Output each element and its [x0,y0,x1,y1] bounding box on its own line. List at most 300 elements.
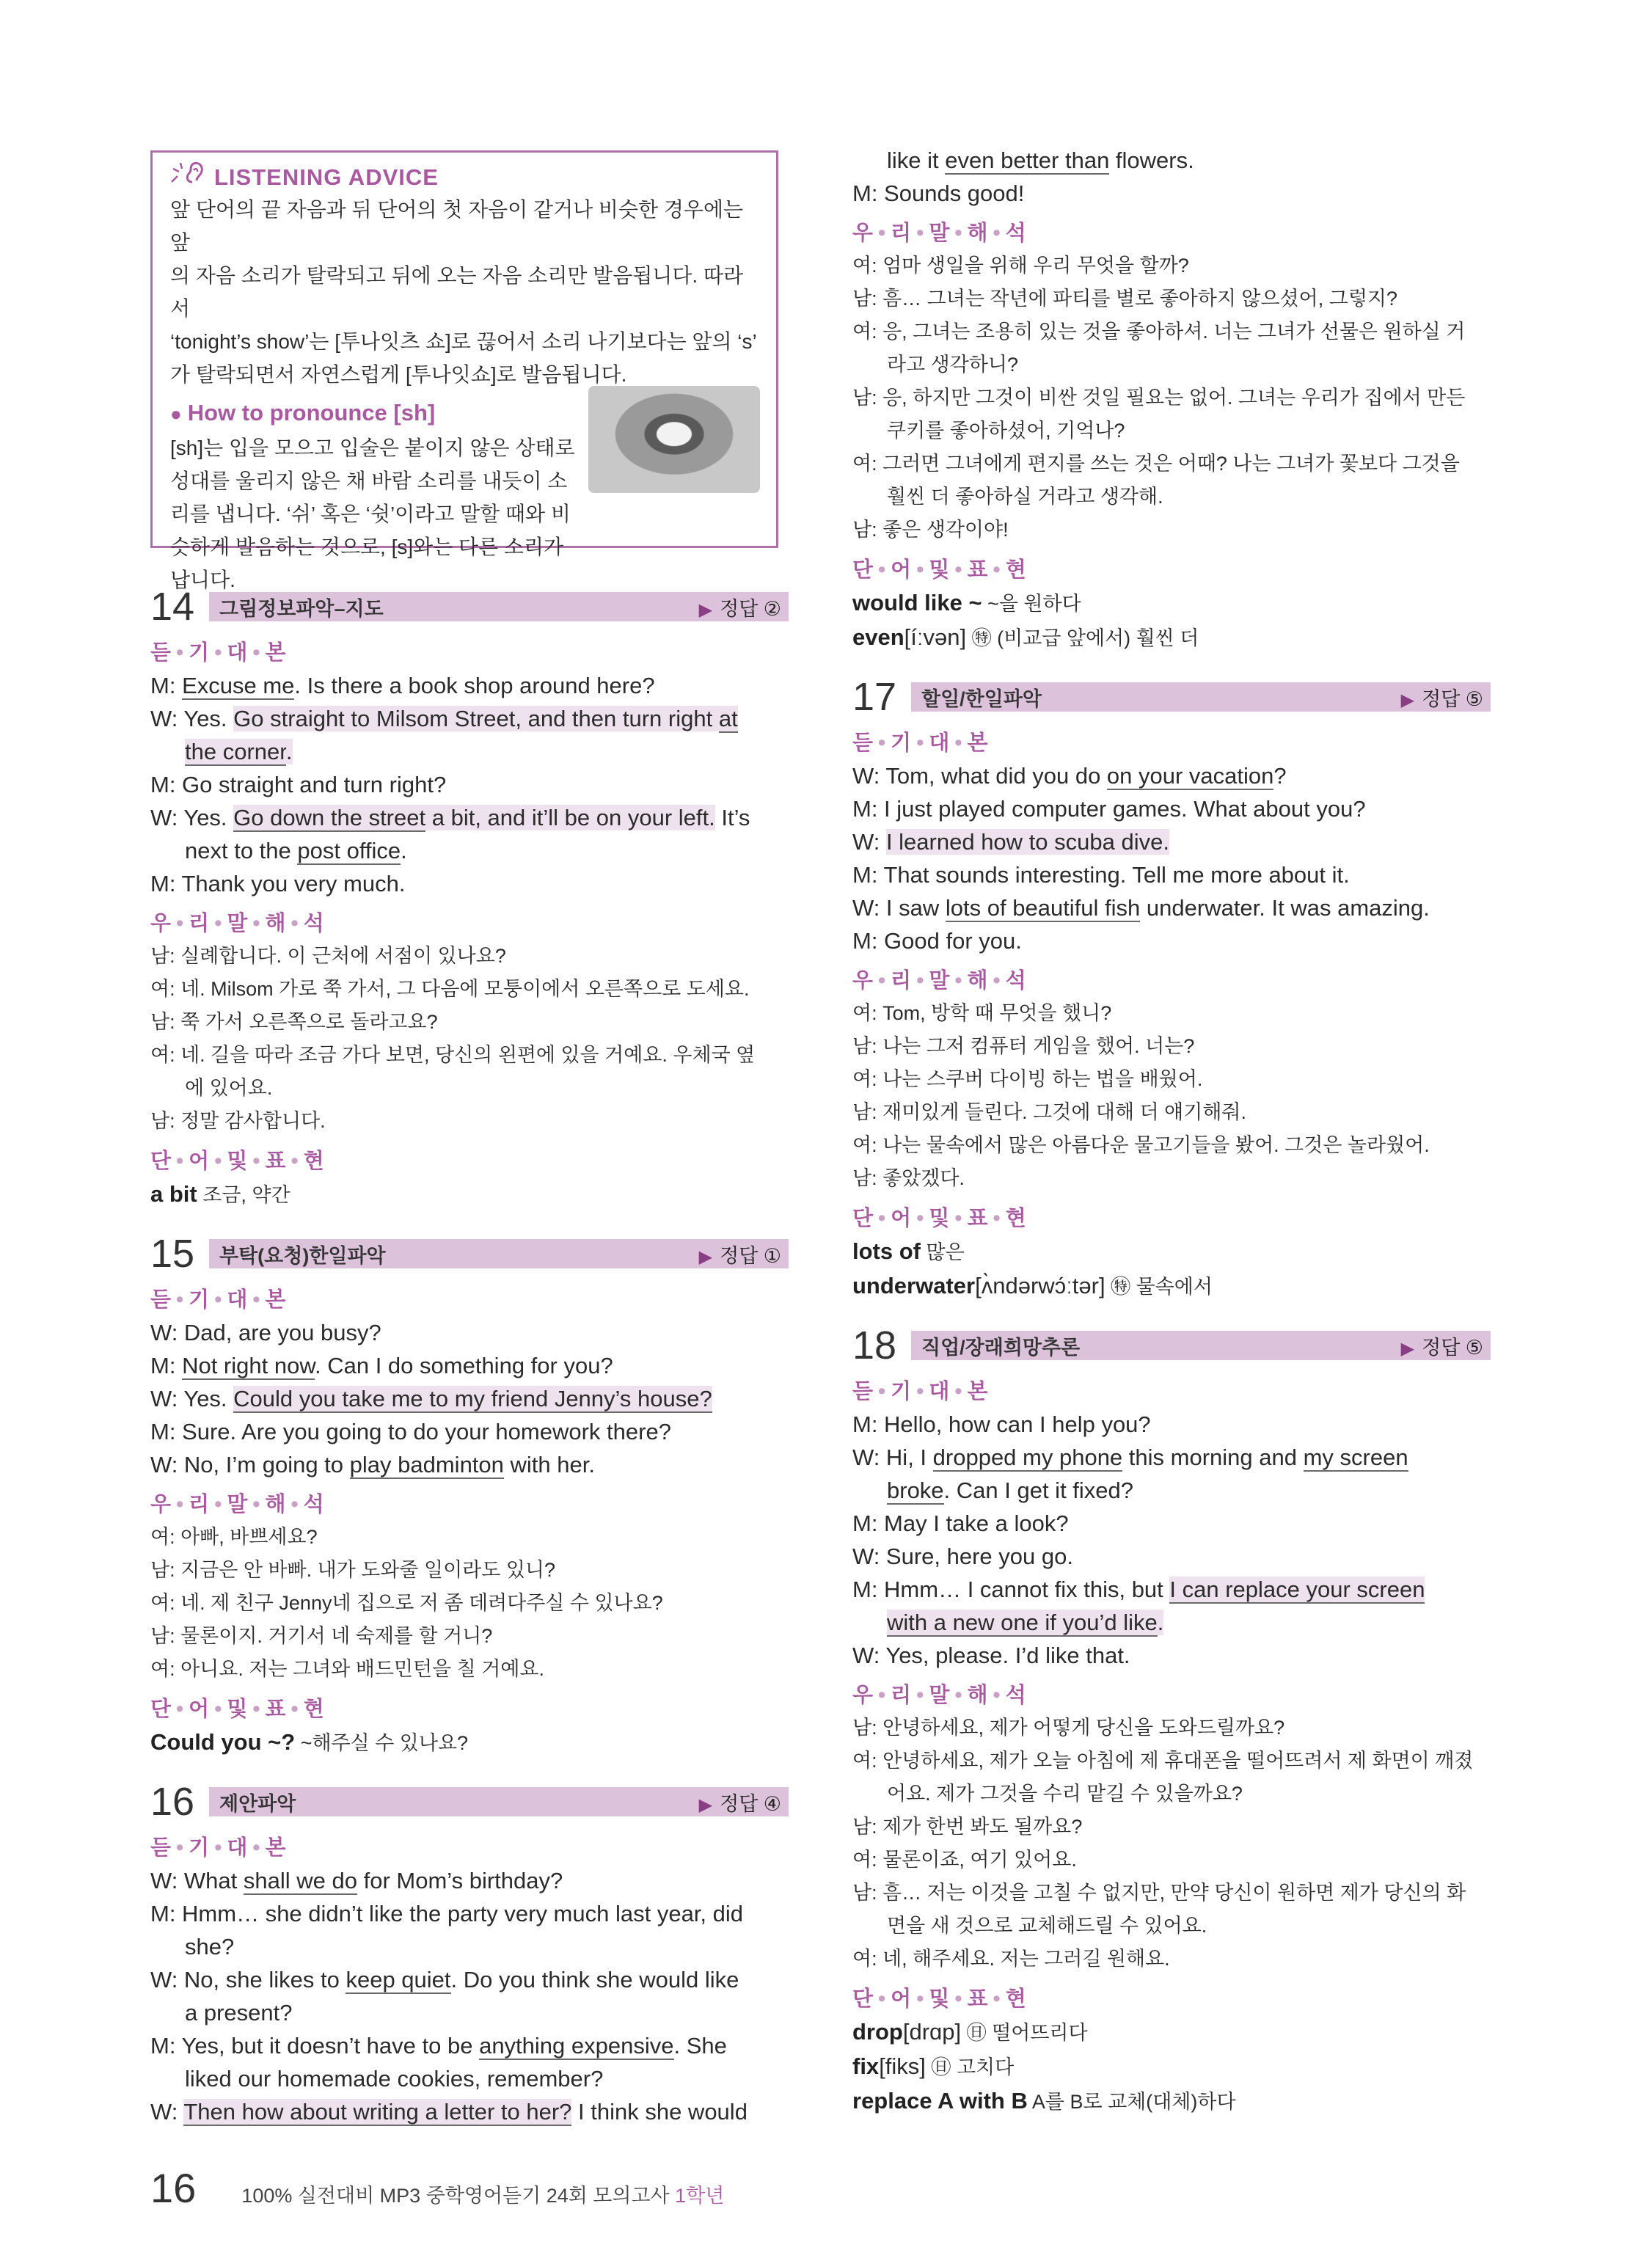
answer-label [1401,1332,1483,1360]
label-char: 어 [189,1150,211,1173]
label-dot: • [993,969,1002,993]
label-char: 우 [852,1684,875,1707]
script-segment: . [285,739,293,764]
translation-line: 여: 네. 길을 따라 조금 가다 보면, 당신의 왼편에 있을 거예요. 우체국 옆 [150,1044,756,1066]
question-number: 14 [150,585,195,629]
label-char: 현 [1005,558,1028,582]
script-label [852,727,1491,759]
translation-line: 남: 안녕하세요, 제가 어떻게 당신을 도와드릴까요? [852,1717,1285,1739]
script-segment: underwater. It was amazing. [1140,895,1430,921]
label-char: 해 [967,1684,990,1707]
translation-line: 쿠키를 좋아하셨어, 기억나? [887,420,1125,442]
script-segment: . [401,838,407,863]
label-char: 현 [1005,1987,1028,2011]
answer-label [699,1240,781,1268]
label-char: 대 [929,1380,951,1403]
script-segment: W: Dad, are you busy? [150,1320,381,1345]
label-dot: • [252,1493,262,1516]
answer-label [699,593,781,621]
script-segment: M: I just played computer games. What about you? [852,796,1366,822]
label-dot: • [176,912,186,935]
label-dot: • [878,731,888,755]
label-dot: • [214,1493,224,1516]
label-dot: • [878,1207,888,1230]
script-line [150,867,789,900]
vocab-label [150,1145,789,1177]
script-segment: with a new one if you’d like [887,1610,1158,1635]
label-char: 리 [891,1684,913,1707]
script-segment: M: Hmm… I cannot fix this, but [852,1577,1170,1602]
label-dot: • [290,1698,300,1721]
script-segment: M: Go straight and turn right? [150,772,447,797]
vocab-word: even [852,624,904,650]
right-column [852,0,1491,2119]
script-line [150,1448,789,1481]
label-dot: • [252,912,262,935]
question-type: 직업/장래희망추론 [921,1336,1081,1359]
translation-line: 남: 흠… 저는 이것을 고칠 수 없지만, 만약 당신이 원하면 제가 당신의 화 [852,1882,1466,1904]
script-segment: play badminton [349,1452,504,1477]
translation-line: 여: 나는 물속에서 많은 아름다운 물고기들을 봤어. 그것은 놀라웠어. [852,1134,1430,1156]
script-segment: a present? [185,2000,293,2026]
script-label [150,637,789,669]
script-line [150,735,789,768]
label-char: 대 [227,1836,249,1860]
translation-line: 라고 생각하니? [887,354,1019,376]
translation-line: 여: 아니요. 저는 그녀와 배드민턴을 칠 거예요. [150,1658,544,1680]
label-char: 단 [852,558,875,582]
script-segment: W: Yes, please. I’d like that. [852,1643,1130,1668]
script-segment: for Mom’s birthday? [357,1868,563,1893]
answer-label [1401,683,1483,712]
label-dot: • [878,558,888,582]
label-dot: • [214,1288,224,1312]
label-char: 해 [967,222,990,245]
script-line [150,1349,789,1382]
script-segment: dropped my phone [932,1444,1123,1470]
script-line [150,702,789,735]
script-line [150,2029,789,2062]
question-bar [911,682,1491,712]
script-segment: shall we do [243,1868,357,1893]
script-segment: the corner [185,739,286,764]
label-char: 석 [1005,969,1028,993]
label-dot: • [214,1836,224,1860]
answer-text: 정답 ⑤ [1422,687,1483,710]
label-char: 리 [891,222,913,245]
script-segment: Excuse me [182,673,295,698]
script-line [150,801,789,834]
question-bar [209,592,789,621]
script-segment: M: Hmm… she didn’t like the party very much last year, did [150,1901,744,1926]
script-line [852,1441,1491,1474]
translation-line: 여: 네, 해주세요. 저는 그러길 원해요. [852,1948,1170,1970]
script-line [150,1897,789,1930]
question-type: 할일/한일파악 [921,687,1042,710]
translation-line: 여: Tom, 방학 때 무엇을 했니? [852,1002,1112,1024]
script-segment: ? [1273,763,1287,789]
label-char: 대 [227,1288,249,1312]
translation-line: 남: 정말 감사합니다. [150,1110,326,1132]
vocab-meaning: 물속에서 [1130,1276,1213,1298]
script-segment: M: Thank you very much. [150,871,406,896]
script-line [150,1963,789,1996]
label-char: 현 [303,1150,326,1173]
question-type: 제안파악 [219,1792,296,1815]
label-char: 단 [150,1698,173,1721]
vocab-item [852,2084,1491,2119]
label-dot: • [993,1684,1002,1707]
label-dot: • [252,1698,262,1721]
label-char: 듣 [852,731,875,755]
script-segment: W: Sure, here you go. [852,1544,1073,1569]
advice-line: 납니다. [170,569,235,591]
triangle-right-icon: ▶ [698,1794,713,1815]
label-dot: • [916,731,926,755]
script-segment: next to the [185,838,298,863]
label-char: 석 [1005,1684,1028,1707]
advice-subtitle: ● How to pronounce [sh] [170,400,436,425]
question-header [150,1231,789,1276]
label-char: 석 [303,912,326,935]
vocab-label [150,1693,789,1725]
label-dot: • [252,1150,262,1173]
vocab-label [852,1983,1491,2015]
label-dot: • [176,1698,186,1721]
script-segment: M: Good for you. [852,928,1022,954]
script-segment: anything expensive [479,2033,674,2059]
label-char: 말 [929,969,951,993]
script-segment: M: [150,673,183,698]
script-segment: It’s [714,805,750,830]
label-dot: • [916,1380,926,1403]
vocab-word: a bit [150,1181,197,1207]
vocab-item [852,621,1491,655]
script-segment: lots of beautiful fish [945,895,1141,921]
script-segment: broke [887,1477,944,1503]
label-char: 대 [227,641,249,665]
label-char: 기 [891,1380,913,1403]
script-line [852,1540,1491,1573]
vocab-pos: ㊕ [966,627,992,649]
label-dot: • [993,558,1002,582]
script-segment: W: No, I’m going to [150,1452,350,1477]
answer-text: 정답 ⑤ [1422,1336,1483,1359]
translation-label [852,965,1491,997]
script-line [852,891,1491,924]
vocab-pron: [ʌ̀ndərwɔ́ːtər] [975,1273,1105,1298]
question-header [150,584,789,629]
script-segment: M: Hello, how can I help you? [852,1411,1151,1437]
question-header [852,1323,1491,1368]
label-char: 해 [967,969,990,993]
label-char: 본 [967,731,990,755]
question-bar [209,1239,789,1268]
translation-line: 남: 제가 한번 봐도 될까요? [852,1816,1083,1838]
script-segment: . Can I get it fixed? [943,1477,1134,1503]
vocab-label [852,554,1491,586]
label-char: 단 [852,1987,875,2011]
advice-title: LISTENING ADVICE [170,160,760,193]
script-segment: even better than [945,147,1110,173]
label-dot: • [916,969,926,993]
label-dot: • [214,912,224,935]
advice-line: ‘tonight’s show’는 [투나잇츠 쇼]로 끊어서 소리 나기보다는 앞의 ‘s’ [170,330,757,353]
label-char: 본 [265,1836,288,1860]
label-char: 표 [967,1207,990,1230]
label-dot: • [954,1684,964,1707]
script-line [852,924,1491,957]
label-char: 우 [150,1493,173,1516]
vocab-item [852,1269,1491,1304]
label-char: 우 [852,969,875,993]
translation-line: 남: 재미있게 들린다. 그것에 대해 더 얘기해줘. [852,1101,1246,1123]
question-number: 15 [150,1232,195,1276]
script-line [150,669,789,702]
label-char: 말 [227,1493,249,1516]
script-line [852,144,1491,177]
triangle-right-icon: ▶ [1400,690,1415,710]
label-dot: • [214,1150,224,1173]
vocab-word: drop [852,2019,903,2045]
translation-line: 여: 엄마 생일을 위해 우리 무엇을 할까? [852,255,1189,277]
label-char: 말 [929,1684,951,1707]
question-header [852,674,1491,720]
script-segment: W: Yes. [150,805,234,830]
script-label [150,1284,789,1316]
label-char: 듣 [150,1288,173,1312]
label-dot: • [252,1288,262,1312]
script-segment: W: Hi, I [852,1444,933,1470]
translation-line: 남: 물론이지. 거기서 네 숙제를 할 거니? [150,1625,493,1647]
script-segment: W: Yes. [150,1386,234,1411]
script-line [150,1382,789,1415]
question-header [150,1779,789,1824]
label-dot: • [290,912,300,935]
translation-line: 여: 물론이죠, 여기 있어요. [852,1849,1077,1871]
label-dot: • [954,558,964,582]
label-char: 우 [852,222,875,245]
translation-label [852,1679,1491,1712]
label-char: 우 [150,912,173,935]
label-dot: • [916,1987,926,2011]
label-char: 듣 [852,1380,875,1403]
label-dot: • [954,969,964,993]
translation-line: 남: 좋았겠다. [852,1167,965,1189]
label-char: 표 [265,1698,288,1721]
translation-line: 남: 흠… 그녀는 작년에 파티를 별로 좋아하지 않으셨어, 그렇지? [852,288,1397,310]
translation-line: 남: 실례합니다. 이 근처에 서점이 있나요? [150,945,506,967]
translation-line: 여: 아빠, 바쁘세요? [150,1526,318,1548]
vocab-meaning: A를 B로 교체(대체)하다 [1027,2091,1236,2113]
label-char: 리 [891,969,913,993]
label-dot: • [214,641,224,665]
translation-label [852,217,1491,249]
label-dot: • [916,222,926,245]
label-char: 듣 [150,1836,173,1860]
translation-line: 면을 새 것으로 교체해드릴 수 있어요. [887,1915,1207,1937]
vocab-meaning: (비교급 앞에서) 훨씬 더 [991,627,1199,649]
label-char: 기 [189,1288,211,1312]
script-segment: M: [150,1353,183,1378]
script-segment: W: [852,829,886,855]
label-dot: • [993,1207,1002,1230]
vocab-word: lots of [852,1238,921,1264]
script-label [852,1376,1491,1408]
label-char: 표 [967,1987,990,2011]
translation-label [150,1489,789,1521]
label-char: 기 [189,641,211,665]
script-segment: a bit, and it’ll be on your left. [425,805,715,830]
advice-line: 의 자음 소리가 탈락되고 뒤에 오는 자음 소리만 발음됩니다. 따라서 [170,264,744,320]
advice-line: 가 탈락되면서 자연스럽게 [투나잇쇼]로 발음됩니다. [170,363,627,386]
vocab-meaning: 고치다 [951,2056,1015,2078]
script-segment: W: I saw [852,895,946,921]
script-line [852,1408,1491,1441]
label-char: 해 [265,912,288,935]
answer-text: 정답 ① [720,1244,781,1267]
label-char: 어 [891,1987,913,2011]
script-segment: W: No, she likes to [150,1967,346,1992]
script-line [150,1996,789,2029]
script-segment: I can replace your screen [1169,1577,1425,1602]
vocab-item [852,1235,1491,1269]
label-char: 현 [303,1698,326,1721]
translation-line: 남: 응, 하지만 그것이 비싼 것일 필요는 없어. 그녀는 우리가 집에서 만든 [852,387,1466,409]
label-dot: • [252,1836,262,1860]
label-char: 어 [189,1698,211,1721]
label-char: 석 [303,1493,326,1516]
vocab-item [852,2050,1491,2084]
script-segment: W: Tom, what did you do [852,763,1107,789]
script-segment: . Do you think she would like [450,1967,739,1992]
script-label [150,1832,789,1864]
label-dot: • [954,731,964,755]
advice-line: 리를 냅니다. ‘쉬’ 혹은 ‘쉿’이라고 말할 때와 비 [170,503,571,525]
label-dot: • [993,222,1002,245]
label-char: 단 [150,1150,173,1173]
vocab-meaning: 조금, 약간 [197,1184,290,1206]
translation-line: 남: 지금은 안 바빠. 내가 도와줄 일이라도 있니? [150,1559,556,1581]
script-segment: on your vacation [1106,763,1274,789]
script-segment: . [1157,1610,1164,1635]
label-char: 말 [929,222,951,245]
script-segment: Could you take me to my friend Jenny’s house? [233,1386,712,1411]
script-segment: Then how about writing a letter to her? [183,2099,572,2125]
label-dot: • [290,1493,300,1516]
label-dot: • [954,222,964,245]
advice-line: 앞 단어의 끝 자음과 뒤 단어의 첫 자음이 같거나 비슷한 경우에는 앞 [170,198,744,254]
question-number: 18 [852,1323,897,1367]
label-dot: • [916,1207,926,1230]
script-line [852,177,1491,210]
script-line [852,1573,1491,1606]
answer-text: 정답 ② [720,597,781,620]
label-dot: • [878,969,888,993]
label-char: 단 [852,1207,875,1230]
label-char: 기 [891,731,913,755]
script-segment: M: Sure. Are you going to do your homework there? [150,1419,671,1444]
label-char: 현 [1005,1207,1028,1230]
label-dot: • [290,1150,300,1173]
script-line [150,834,789,867]
script-segment: . Is there a book shop around here? [294,673,655,698]
vocab-word: Could you ~? [150,1729,296,1755]
question-type: 그림정보파악–지도 [219,597,384,620]
question-number: 16 [150,1780,195,1824]
label-char: 및 [227,1698,249,1721]
label-char: 어 [891,558,913,582]
label-char: 표 [967,558,990,582]
footer-title: 100% 실전대비 MP3 중학영어듣기 24회 모의고사 1학년 [241,2185,725,2207]
label-char: 및 [929,558,951,582]
advice-line: [sh]는 입을 모으고 입술은 붙이지 않은 상태로 [170,437,575,459]
triangle-right-icon: ▶ [1400,1338,1415,1359]
script-line [852,1606,1491,1639]
label-char: 말 [227,912,249,935]
label-char: 본 [967,1380,990,1403]
answer-label [699,1788,781,1816]
label-char: 및 [929,1987,951,2011]
label-dot: • [954,1987,964,2011]
script-line [852,1507,1491,1540]
script-segment: Go straight to Milsom Street, and then turn right [233,706,719,731]
script-segment: I learned how to scuba dive. [885,829,1169,855]
label-dot: • [176,1493,186,1516]
label-dot: • [214,1698,224,1721]
script-segment: keep quiet [346,1967,451,1992]
label-char: 대 [929,731,951,755]
vocab-word: would like ~ [852,590,982,616]
script-segment: I think she would [571,2099,748,2125]
script-segment: W: Yes. [150,706,234,731]
vocab-item [150,1177,789,1212]
question-bar [911,1331,1491,1360]
script-line [852,825,1491,858]
label-dot: • [954,1207,964,1230]
script-line [852,1474,1491,1507]
page-footer [150,2164,724,2212]
script-segment: at [718,706,738,731]
vocab-pos: ㊐ [961,2022,987,2044]
label-dot: • [878,1987,888,2011]
label-dot: • [176,641,186,665]
vocab-pos: ㊐ [925,2056,951,2078]
question-bar [209,1787,789,1816]
label-dot: • [176,1150,186,1173]
translation-line: 여: 나는 스쿠버 다이빙 하는 법을 배웠어. [852,1068,1203,1090]
vocab-pron: [drɑp] [902,2019,962,2045]
translation-line: 남: 쭉 가서 오른쪽으로 돌라고요? [150,1011,438,1033]
script-segment: M: May I take a look? [852,1511,1069,1536]
translation-line: 여: 안녕하세요, 제가 오늘 아침에 제 휴대폰을 떨어뜨려서 제 화면이 깨졌 [852,1750,1474,1772]
label-char: 리 [189,1493,211,1516]
script-segment: . She [673,2033,727,2059]
label-char: 어 [891,1207,913,1230]
vocab-meaning: 많은 [921,1241,965,1263]
label-char: 및 [929,1207,951,1230]
translation-line: 여: 응, 그녀는 조용히 있는 것을 좋아하셔. 너는 그녀가 선물은 원하실 거 [852,321,1466,343]
script-line [150,2095,789,2128]
vocab-word: fix [852,2053,880,2079]
script-segment: liked our homemade cookies, remember? [185,2066,604,2092]
label-dot: • [954,1380,964,1403]
label-char: 기 [189,1836,211,1860]
translation-line: 훨씬 더 좋아하실 거라고 생각해. [887,486,1163,508]
script-segment: she? [185,1934,235,1959]
translation-line: 여: 네. Milsom 가로 쭉 가서, 그 다음에 모퉁이에서 오른쪽으로 도세요. [150,978,750,1000]
translation-line: 에 있어요. [185,1077,273,1099]
